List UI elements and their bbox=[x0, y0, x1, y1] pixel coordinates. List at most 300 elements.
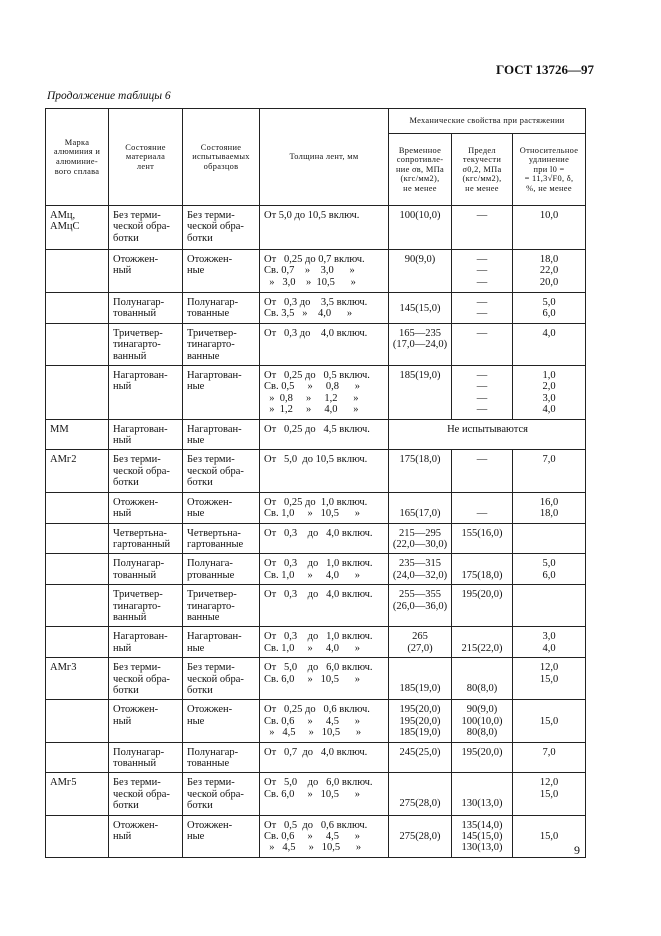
col-header-thickness: Толщина лент, мм bbox=[260, 109, 389, 206]
cell-line: ные bbox=[187, 265, 205, 277]
cell-material-state bbox=[109, 492, 183, 523]
value-line: 80(8,0) bbox=[466, 682, 498, 694]
value-line: — bbox=[476, 276, 488, 288]
cell-elongation bbox=[513, 585, 586, 627]
cell-tensile bbox=[389, 523, 452, 554]
cell-line: АМц, bbox=[50, 210, 76, 221]
cell-tensile bbox=[389, 492, 452, 523]
cell-yield bbox=[452, 585, 513, 627]
cell-sample-state bbox=[183, 815, 260, 857]
cell-line: Полунагар- bbox=[113, 297, 165, 308]
cell-line: Без терми- bbox=[187, 662, 235, 674]
cell-line: Полунагар- bbox=[113, 558, 165, 570]
cell-line: Отожжен- bbox=[113, 819, 159, 831]
cell-yield bbox=[452, 773, 513, 815]
value-line: 195(20,0) bbox=[461, 746, 503, 758]
cell-line: ный bbox=[113, 435, 132, 447]
value-line: 18,0 bbox=[539, 508, 559, 520]
table-row bbox=[46, 366, 586, 420]
cell-yield bbox=[452, 323, 513, 365]
col-header-elongation bbox=[513, 134, 586, 206]
value-line: 10,0 bbox=[539, 210, 559, 221]
cell-line: тованный bbox=[113, 758, 157, 769]
value-line: 4,0 bbox=[542, 642, 556, 654]
value-line: 4,0 bbox=[542, 404, 556, 416]
cell-line: Св. 6,0 » 10,5 » bbox=[264, 673, 360, 685]
cell-line: ботки bbox=[187, 232, 213, 244]
cell-line: ный bbox=[113, 381, 132, 393]
cell-line: От 0,25 до 0,5 включ. bbox=[264, 370, 370, 382]
cell-line: ботки bbox=[113, 800, 139, 812]
cell-material-state bbox=[109, 700, 183, 742]
cell-line: От 0,3 до 4,0 включ. bbox=[264, 527, 373, 539]
cell-sample-state bbox=[183, 585, 260, 627]
cell-line: ческой обра- bbox=[113, 465, 170, 477]
cell-grade bbox=[46, 419, 109, 450]
col-header-tensile bbox=[389, 134, 452, 206]
value-line: 175(18,0) bbox=[399, 454, 441, 466]
cell-line: ные bbox=[187, 831, 205, 843]
header-line: ние σв, МПа bbox=[396, 164, 444, 174]
cell-line: ный bbox=[113, 642, 132, 654]
cell-line: ванные bbox=[187, 611, 220, 623]
cell-elongation bbox=[513, 492, 586, 523]
cell-line: Отожжен- bbox=[187, 704, 233, 716]
properties-table bbox=[45, 108, 586, 858]
cell-line: Св. 1,0 » 4,0 » bbox=[264, 569, 360, 581]
cell-line: » 3,0 » 10,5 » bbox=[264, 276, 356, 288]
cell-elongation bbox=[513, 206, 586, 250]
cell-line: От 0,5 до 0,6 включ. bbox=[264, 819, 368, 831]
cell-thickness bbox=[260, 366, 389, 420]
header-line: Марка bbox=[64, 137, 90, 147]
cell-line: тинагарто- bbox=[187, 339, 235, 351]
value-line: 100(10,0) bbox=[461, 715, 503, 727]
cell-line: АМг3 bbox=[50, 662, 77, 674]
cell-line: Без терми- bbox=[113, 777, 161, 789]
value-line: 18,0 bbox=[539, 254, 559, 265]
cell-material-state bbox=[109, 523, 183, 554]
cell-material-state bbox=[109, 658, 183, 700]
cell-grade bbox=[46, 366, 109, 420]
col-header-grade bbox=[46, 109, 109, 206]
cell-line: » 1,2 » 4,0 » bbox=[264, 404, 359, 416]
col-header-mechanical-group: Механические свойства при растяжении bbox=[389, 109, 586, 134]
cell-line: АМцС bbox=[50, 221, 80, 233]
cell-yield bbox=[452, 658, 513, 700]
cell-line: От 0,3 до 1,0 включ. bbox=[264, 558, 373, 570]
value-line: 195(20,0) bbox=[399, 704, 441, 716]
cell-line: Нагартован- bbox=[113, 370, 168, 382]
cell-line: ванный bbox=[113, 611, 147, 623]
value-line: 16,0 bbox=[539, 496, 559, 508]
cell-yield bbox=[452, 366, 513, 420]
value-line: 185(19,0) bbox=[399, 682, 441, 694]
cell-line: Св. 0,5 » 0,8 » bbox=[264, 381, 360, 393]
cell-grade bbox=[46, 206, 109, 250]
cell-line: ные bbox=[187, 715, 205, 727]
cell-elongation bbox=[513, 450, 586, 492]
cell-line: Св. 0,6 » 4,5 » bbox=[264, 831, 360, 843]
cell-line: Отожжен- bbox=[187, 819, 233, 831]
cell-line: От 5,0 до 10,5 включ. bbox=[264, 210, 360, 221]
cell-line: Нагартован- bbox=[187, 631, 242, 643]
cell-line: ческой обра- bbox=[113, 673, 170, 685]
cell-line: » 4,5 » 10,5 » bbox=[264, 842, 362, 854]
value-line: 175(18,0) bbox=[461, 569, 503, 581]
cell-line: От 0,25 до 1,0 включ. bbox=[264, 496, 368, 508]
cell-material-state bbox=[109, 554, 183, 585]
cell-thickness bbox=[260, 742, 389, 773]
cell-material-state bbox=[109, 206, 183, 250]
value-line: 135(14,0) bbox=[461, 819, 503, 831]
cell-line: Отожжен- bbox=[113, 254, 159, 265]
cell-line: гартованные bbox=[187, 538, 244, 550]
cell-yield bbox=[452, 742, 513, 773]
value-line: 145(15,0) bbox=[399, 302, 441, 314]
cell-grade bbox=[46, 658, 109, 700]
value-line: 22,0 bbox=[539, 265, 559, 277]
table-row bbox=[46, 492, 586, 523]
cell-elongation bbox=[513, 366, 586, 420]
cell-line: Св. 1,0 » 10,5 » bbox=[264, 508, 360, 520]
cell-sample-state bbox=[183, 250, 260, 293]
cell-tensile bbox=[389, 658, 452, 700]
value-line: 20,0 bbox=[539, 276, 559, 288]
cell-elongation bbox=[513, 773, 586, 815]
cell-not-tested: Не испытываются bbox=[389, 419, 586, 450]
header-line: Состояние bbox=[200, 142, 242, 152]
cell-elongation bbox=[513, 627, 586, 658]
cell-line: Без терми- bbox=[113, 662, 161, 674]
value-line: 255—355 bbox=[399, 589, 441, 601]
cell-grade bbox=[46, 742, 109, 773]
cell-line: ванные bbox=[187, 350, 220, 362]
cell-line: ный bbox=[113, 715, 132, 727]
table-row bbox=[46, 658, 586, 700]
value-line: (26,0—36,0) bbox=[392, 600, 448, 612]
col-header-yield bbox=[452, 134, 513, 206]
cell-line: Четвертьна- bbox=[187, 527, 241, 539]
header-line: образцов bbox=[203, 161, 239, 171]
cell-sample-state bbox=[183, 450, 260, 492]
cell-material-state bbox=[109, 323, 183, 365]
cell-line: ММ bbox=[50, 423, 69, 435]
cell-yield bbox=[452, 627, 513, 658]
cell-line: От 0,3 до 1,0 включ. bbox=[264, 631, 373, 643]
header-line: текучести bbox=[462, 155, 502, 165]
cell-sample-state bbox=[183, 206, 260, 250]
value-line: 12,0 bbox=[539, 662, 559, 674]
cell-grade bbox=[46, 523, 109, 554]
cell-line: От 0,25 до 0,7 включ. bbox=[264, 254, 365, 265]
cell-line: Св. 6,0 » 10,5 » bbox=[264, 788, 360, 800]
cell-thickness bbox=[260, 773, 389, 815]
cell-tensile bbox=[389, 815, 452, 857]
cell-line: тинагарто- bbox=[113, 339, 161, 351]
cell-tensile bbox=[389, 742, 452, 773]
cell-yield bbox=[452, 523, 513, 554]
table-row bbox=[46, 585, 586, 627]
table-row bbox=[46, 773, 586, 815]
cell-elongation bbox=[513, 523, 586, 554]
cell-material-state bbox=[109, 742, 183, 773]
header-line: Относительное bbox=[519, 145, 579, 155]
value-line: — bbox=[476, 265, 488, 277]
cell-elongation bbox=[513, 293, 586, 324]
value-line: 195(20,0) bbox=[461, 589, 503, 601]
value-line: — bbox=[476, 370, 488, 382]
page-number: 9 bbox=[574, 843, 580, 857]
cell-material-state bbox=[109, 250, 183, 293]
cell-tensile bbox=[389, 450, 452, 492]
cell-line: ванный bbox=[113, 350, 147, 362]
value-line: 12,0 bbox=[539, 777, 559, 789]
cell-thickness bbox=[260, 815, 389, 857]
cell-line: Отожжен- bbox=[187, 254, 233, 265]
value-line: 145(15,0) bbox=[461, 831, 503, 843]
cell-sample-state bbox=[183, 293, 260, 324]
header-line: = 11,3√F0, δ, bbox=[524, 174, 574, 184]
header-line: Состояние bbox=[125, 142, 166, 152]
cell-line: Нагартован- bbox=[113, 423, 168, 435]
cell-material-state bbox=[109, 450, 183, 492]
cell-elongation bbox=[513, 700, 586, 742]
table-row bbox=[46, 700, 586, 742]
cell-thickness bbox=[260, 523, 389, 554]
value-line: 185(19,0) bbox=[399, 727, 441, 739]
value-line: (24,0—32,0) bbox=[392, 569, 448, 581]
cell-thickness bbox=[260, 627, 389, 658]
cell-grade bbox=[46, 815, 109, 857]
value-line: — bbox=[476, 254, 488, 265]
cell-line: ботки bbox=[113, 477, 139, 489]
value-line: 165—235 bbox=[399, 327, 441, 339]
cell-material-state bbox=[109, 627, 183, 658]
table-row bbox=[46, 250, 586, 293]
value-line: (22,0—30,0) bbox=[392, 538, 448, 550]
cell-thickness bbox=[260, 658, 389, 700]
cell-grade bbox=[46, 627, 109, 658]
table-row bbox=[46, 206, 586, 250]
header-line: при l0 = bbox=[533, 164, 565, 174]
cell-tensile bbox=[389, 585, 452, 627]
cell-sample-state bbox=[183, 627, 260, 658]
cell-line: От 0,3 до 4,0 включ. bbox=[264, 589, 373, 601]
cell-line: ные bbox=[187, 508, 205, 520]
cell-line: Полунагар- bbox=[113, 746, 165, 758]
table-row bbox=[46, 293, 586, 324]
col-header-sample-state bbox=[183, 109, 260, 206]
cell-line: тованный bbox=[113, 308, 157, 320]
value-line: 215(22,0) bbox=[461, 642, 503, 654]
cell-thickness bbox=[260, 293, 389, 324]
value-line: 3,0 bbox=[542, 631, 556, 643]
header-line: Предел bbox=[468, 145, 496, 155]
cell-line: ческой обра- bbox=[187, 673, 244, 685]
value-line: — bbox=[476, 508, 488, 520]
cell-tensile bbox=[389, 700, 452, 742]
header-line: испытываемых bbox=[192, 152, 250, 162]
cell-line: ботки bbox=[113, 684, 139, 696]
header-line: алюминия и bbox=[53, 147, 101, 157]
cell-line: ный bbox=[113, 831, 132, 843]
header-line: лент bbox=[136, 161, 155, 171]
cell-thickness bbox=[260, 419, 389, 450]
cell-thickness bbox=[260, 700, 389, 742]
cell-line: Полунагар- bbox=[187, 297, 239, 308]
value-line: 15,0 bbox=[539, 788, 559, 800]
header-line: Временное bbox=[398, 145, 442, 155]
cell-line: ные bbox=[187, 642, 205, 654]
cell-thickness bbox=[260, 206, 389, 250]
cell-tensile bbox=[389, 323, 452, 365]
cell-line: Полунага- bbox=[187, 558, 233, 570]
cell-line: Св. 0,7 » 3,0 » bbox=[264, 265, 355, 277]
value-line: 7,0 bbox=[542, 746, 556, 758]
value-line: — bbox=[476, 327, 488, 339]
cell-grade bbox=[46, 492, 109, 523]
cell-grade bbox=[46, 700, 109, 742]
cell-line: ботки bbox=[113, 232, 139, 244]
value-line: 235—315 bbox=[399, 558, 441, 570]
cell-grade bbox=[46, 293, 109, 324]
cell-line: Четвертьна- bbox=[113, 527, 167, 539]
cell-elongation bbox=[513, 554, 586, 585]
cell-line: тованные bbox=[187, 758, 230, 769]
cell-line: тованные bbox=[187, 308, 230, 320]
cell-line: Тричетвер- bbox=[187, 327, 237, 339]
cell-elongation bbox=[513, 250, 586, 293]
cell-line: Тричетвер- bbox=[187, 589, 237, 601]
cell-line: » 4,5 » 10,5 » bbox=[264, 727, 362, 739]
cell-line: тинагарто- bbox=[187, 600, 235, 612]
value-line: 1,0 bbox=[542, 370, 556, 382]
header-line: алюминие- bbox=[55, 157, 99, 166]
header-line: вого сплава bbox=[54, 166, 100, 176]
header-line: (кгс/мм2), bbox=[400, 174, 440, 184]
cell-thickness bbox=[260, 492, 389, 523]
cell-line: Отожжен- bbox=[187, 496, 233, 508]
cell-sample-state bbox=[183, 742, 260, 773]
cell-yield bbox=[452, 450, 513, 492]
value-line: 5,0 bbox=[542, 297, 556, 308]
cell-grade bbox=[46, 585, 109, 627]
value-line: 5,0 bbox=[542, 558, 556, 570]
value-line: — bbox=[476, 297, 488, 308]
cell-yield bbox=[452, 250, 513, 293]
cell-yield bbox=[452, 554, 513, 585]
cell-line: ческой обра- bbox=[113, 221, 170, 233]
value-line: 6,0 bbox=[542, 569, 556, 581]
cell-line: АМг2 bbox=[50, 454, 77, 466]
cell-grade bbox=[46, 323, 109, 365]
cell-line: ческой обра- bbox=[187, 465, 244, 477]
cell-material-state bbox=[109, 293, 183, 324]
cell-yield bbox=[452, 293, 513, 324]
table-row bbox=[46, 523, 586, 554]
header-line: сопротивле- bbox=[396, 155, 444, 165]
cell-material-state bbox=[109, 366, 183, 420]
value-line: 245(25,0) bbox=[399, 746, 441, 758]
cell-sample-state bbox=[183, 366, 260, 420]
cell-tensile bbox=[389, 554, 452, 585]
cell-line: тинагарто- bbox=[113, 600, 161, 612]
cell-line: ные bbox=[187, 381, 205, 393]
cell-line: Нагартован- bbox=[187, 370, 242, 382]
col-header-material-state bbox=[109, 109, 183, 206]
cell-sample-state bbox=[183, 492, 260, 523]
cell-grade bbox=[46, 250, 109, 293]
cell-sample-state bbox=[183, 658, 260, 700]
cell-line: От 0,25 до 0,6 включ. bbox=[264, 704, 370, 716]
value-line: 275(28,0) bbox=[399, 831, 441, 843]
cell-line: гартованный bbox=[113, 538, 171, 550]
value-line: (27,0) bbox=[407, 642, 433, 654]
cell-line: ртованные bbox=[187, 569, 235, 581]
cell-line: Полунагар- bbox=[187, 746, 239, 758]
cell-material-state bbox=[109, 585, 183, 627]
cell-thickness bbox=[260, 323, 389, 365]
cell-yield bbox=[452, 700, 513, 742]
value-line: 90(9,0) bbox=[466, 704, 498, 716]
header-line: материала bbox=[125, 152, 166, 162]
cell-sample-state bbox=[183, 700, 260, 742]
table-row bbox=[46, 815, 586, 857]
cell-line: ческой обра- bbox=[187, 221, 244, 233]
cell-line: От 0,7 до 4,0 включ. bbox=[264, 746, 368, 758]
cell-yield bbox=[452, 492, 513, 523]
header-line: σ0,2, МПа bbox=[462, 164, 502, 174]
cell-thickness bbox=[260, 585, 389, 627]
cell-line: ные bbox=[187, 435, 205, 447]
value-line: 265 bbox=[412, 631, 428, 643]
header-line: не менее bbox=[465, 183, 499, 193]
value-line: 165(17,0) bbox=[399, 508, 441, 520]
table-row bbox=[46, 450, 586, 492]
cell-line: Св. 0,6 » 4,5 » bbox=[264, 715, 360, 727]
cell-line: Нагартован- bbox=[113, 631, 168, 643]
value-line: 185(19,0) bbox=[399, 370, 441, 382]
value-line: — bbox=[476, 381, 488, 393]
cell-line: От 0,3 до 3,5 включ. bbox=[264, 297, 368, 308]
cell-tensile bbox=[389, 293, 452, 324]
value-line: — bbox=[476, 210, 488, 221]
value-line: 100(10,0) bbox=[399, 210, 441, 221]
value-line: 130(13,0) bbox=[461, 842, 503, 854]
cell-line: » 0,8 » 1,2 » bbox=[264, 392, 359, 404]
cell-material-state bbox=[109, 773, 183, 815]
cell-material-state bbox=[109, 419, 183, 450]
cell-line: Без терми- bbox=[187, 210, 235, 221]
value-line: — bbox=[476, 454, 488, 466]
cell-line: От 5,0 до 6,0 включ. bbox=[264, 777, 373, 789]
table-row bbox=[46, 419, 586, 450]
value-line: 15,0 bbox=[539, 831, 559, 843]
value-line: — bbox=[476, 392, 488, 404]
value-line: — bbox=[476, 404, 488, 416]
table-row bbox=[46, 323, 586, 365]
cell-tensile bbox=[389, 627, 452, 658]
header-line: %, не менее bbox=[526, 183, 572, 193]
value-line: 215—295 bbox=[399, 527, 441, 539]
cell-line: Отожжен- bbox=[113, 496, 159, 508]
cell-elongation bbox=[513, 658, 586, 700]
cell-elongation bbox=[513, 742, 586, 773]
cell-line: ческой обра- bbox=[187, 788, 244, 800]
cell-line: От 5,0 до 6,0 включ. bbox=[264, 662, 373, 674]
cell-thickness bbox=[260, 554, 389, 585]
